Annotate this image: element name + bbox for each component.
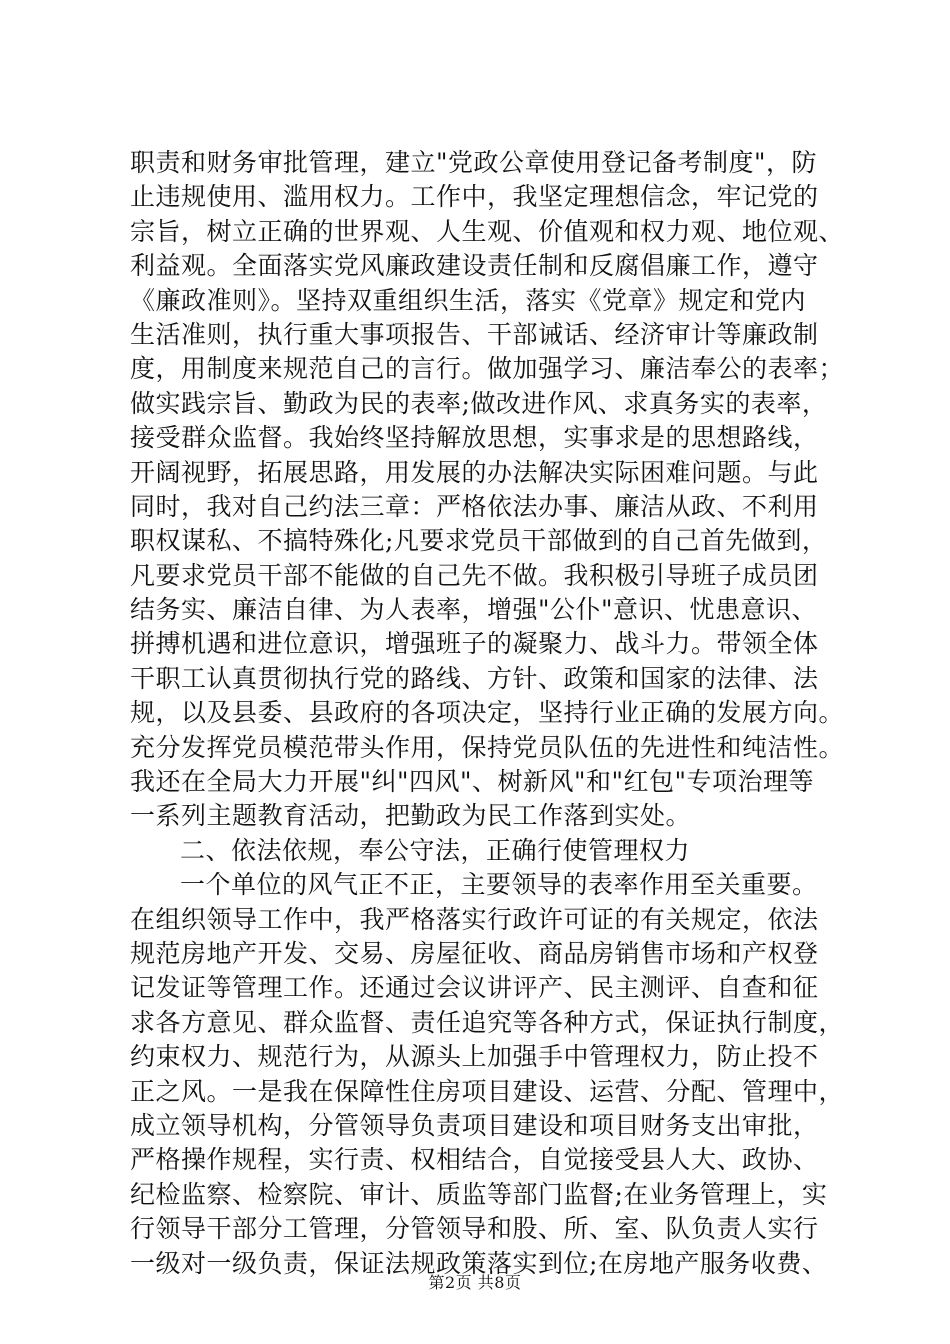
text-line: 行领导干部分工管理，分管领导和股、所、室、队负责人实行 [130,1214,819,1244]
page-footer [0,1270,950,1293]
text-line: 我还在全局大力开展"纠"四风"、树新风"和"红包"专项治理等 [130,767,814,797]
text-line: 同时，我对自己约法三章：严格依法办事、廉洁从政、不利用 [130,491,819,521]
page-number: 第2页 共8页 [428,1273,522,1292]
text-line: 拼搏机遇和进位意识，增强班子的凝聚力、战斗力。带领全体 [130,629,819,659]
text-line: 生活准则，执行重大事项报告、干部诫话、经济审计等廉政制 [130,319,819,349]
section-heading: 二、依法依规，奉公守法，正确行使管理权力 [180,835,691,865]
text-line: 度，用制度来规范自己的言行。做加强学习、廉洁奉公的表率； [130,354,845,384]
text-line: 凡要求党员干部不能做的自己先不做。我积极引导班子成员团 [130,560,819,590]
text-line: 结务实、廉洁自律、为人表率，增强"公仆"意识、忧患意识、 [130,595,818,625]
text-line: 一级对一级负责，保证法规政策落实到位;在房地产服务收费、 [130,1248,828,1278]
text-line: 在组织领导工作中，我严格落实行政许可证的有关规定，依法 [130,904,819,934]
text-line: 职责和财务审批管理，建立"党政公章使用登记备考制度"，防 [130,148,818,177]
text-line: 一系列主题教育活动，把勤政为民工作落到实处。 [130,801,692,831]
text-line: 纪检监察、检察院、审计、质监等部门监督;在业务管理上，实 [130,1179,828,1209]
text-line: 做实践宗旨、勤政为民的表率;做改进作风、求真务实的表率， [130,388,828,418]
text-line: 开阔视野，拓展思路，用发展的办法解决实际困难问题。与此 [130,457,819,487]
text-line: 求各方意见、群众监督、责任追究等各种方式，保证执行制度， [130,1007,845,1037]
text-line: 规范房地产开发、交易、房屋征收、商品房销售市场和产权登 [130,938,819,968]
text-line: 规，以及县委、县政府的各项决定，坚持行业正确的发展方向。 [130,698,845,728]
text-line: 宗旨，树立正确的世界观、人生观、价值观和权力观、地位观、 [130,216,845,246]
body-text [130,146,845,1281]
text-line: 职权谋私、不搞特殊化;凡要求党员干部做到的自己首先做到， [130,526,828,556]
text-line: 约束权力、规范行为，从源头上加强手中管理权力，防止投不 [130,1042,819,1072]
text-line: 止违规使用、滥用权力。工作中，我坚定理想信念，牢记党的 [130,182,819,212]
text-line: 成立领导机构，分管领导负责项目建设和项目财务支出审批， [130,1110,819,1140]
text-line: 《廉政准则》。坚持双重组织生活，落实《党章》规定和党内 [130,285,807,315]
text-line: 利益观。全面落实党风廉政建设责任制和反腐倡廉工作，遵守 [130,251,819,281]
text-line: 一个单位的风气正不正，主要领导的表率作用至关重要。 [180,870,818,900]
text-line: 接受群众监督。我始终坚持解放思想，实事求是的思想路线， [130,423,819,453]
text-line: 充分发挥党员模范带头作用，保持党员队伍的先进性和纯洁性。 [130,732,845,762]
text-line: 严格操作规程，实行责、权相结合，自觉接受县人大、政协、 [130,1145,819,1175]
text-line: 正之风。一是我在保障性住房项目建设、运营、分配、管理中， [130,1076,845,1106]
text-line: 干职工认真贯彻执行党的路线、方针、政策和国家的法律、法 [130,663,819,693]
text-line: 记发证等管理工作。还通过会议讲评产、民主测评、自查和征 [130,973,819,1003]
